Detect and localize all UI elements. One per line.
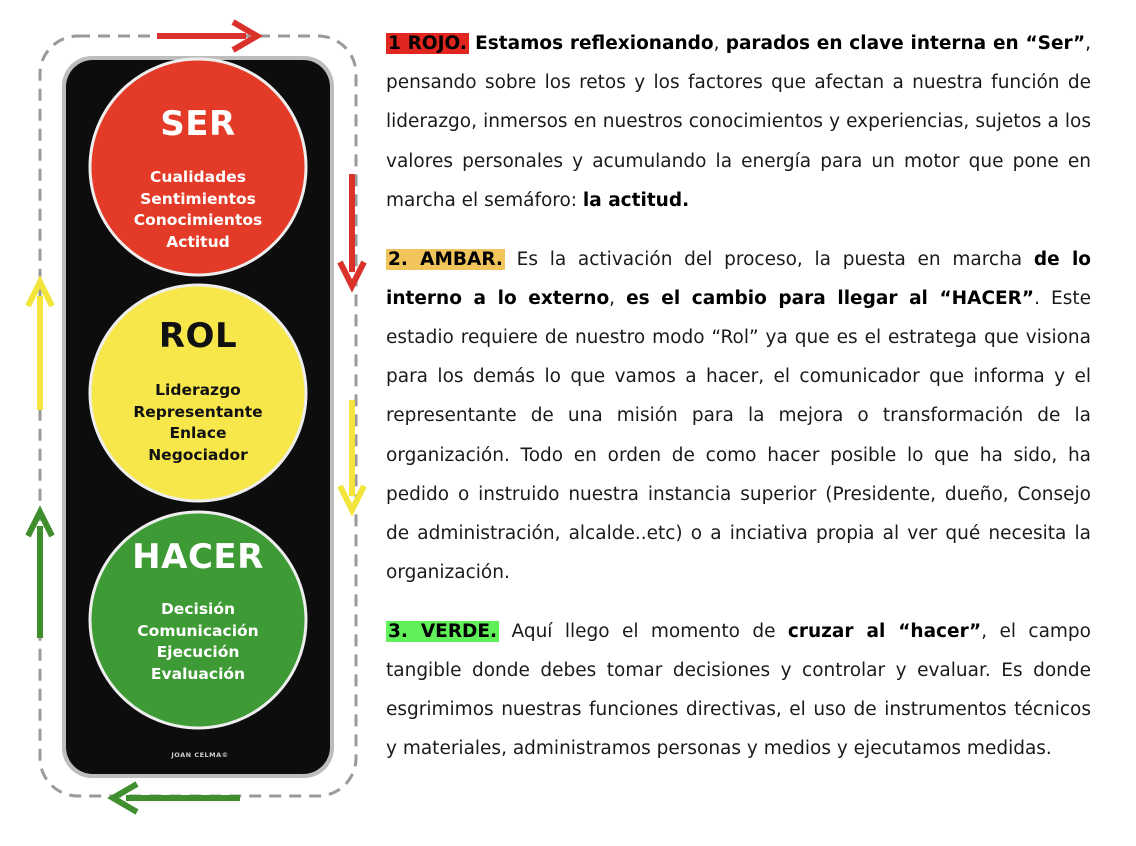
hacer-item: Ejecución [156,643,240,661]
author-signature: JOAN CELMA© [171,751,229,759]
traffic-light-figure [0,0,380,846]
explanation-text [386,24,1091,769]
green-arrow-left-icon [113,784,240,812]
rojo-text-1: , [713,33,726,54]
section-rojo [386,24,1091,220]
ser-item: Actitud [166,232,230,251]
ambar-text-2: , [609,287,627,309]
rojo-text-2: , pensando sobre los retos y los factores que afectan a nuestra función de liderazgo, inmersos en nuestros conocimientos y experiencias, sujetos a los valores personales y acumulando la energía para un motor que pone en marcha el semáforo: [386,33,1092,211]
yellow-arrow-down-icon [340,400,364,510]
verde-text-2: , el campo tangible donde debes tomar decisiones y controlar y evaluar. Es donde esgrimimos nuestras funciones directivas, el uso de instrumentos técnicos y materiales, administramos personas y medios y ejecutamos medidas. [386,620,1091,760]
verde-bold-1: cruzar al “hacer” [787,620,982,642]
ser-title: SER [160,104,236,144]
ser-item: Cualidades [150,168,246,186]
hacer-item: Decisión [160,600,236,618]
red-arrow-right-icon [157,22,257,50]
label-rojo: 1 ROJO. [388,33,467,54]
rojo-bold-2: parados en clave interna en “Ser” [725,33,1086,54]
rol-item: Representante [133,402,263,421]
ambar-bold-2: es el cambio para llegar al “HACER” [626,287,1035,309]
verde-text-1: Aquí llego el momento de [499,620,788,642]
rojo-bold-1: Estamos reflexionando [475,33,714,54]
rol-item: Negociador [148,445,248,464]
ambar-text-1: Es la activación del proceso, la puesta en marcha [504,248,1034,270]
ambar-text-3: . Este estadio requiere de nuestro modo “Rol” ya que es el estratega que visiona para los demás lo que vamos a hacer, el comunicador que informa y el representante de una misión para la mejora o transformación de la organización. Todo en orden de como hacer posible lo que ha sido, ha pedido o instruido nuestra instancia superior (Presidente, dueño, Consejo de administración, alcalde..etc) o a inciativa propia al ver qué necesita la organización. [386,287,1091,584]
rol-items [98,380,298,466]
hacer-items [98,599,298,685]
rol-item: Liderazgo [155,381,241,399]
ser-items [98,167,298,253]
red-arrow-down-icon [340,174,364,286]
rol-title: ROL [158,316,238,356]
label-ambar: 2. AMBAR. [388,248,503,270]
hacer-title: HACER [132,537,264,577]
section-ambar [386,240,1091,593]
green-arrow-up-icon [28,512,52,638]
label-verde: 3. VERDE. [388,620,498,642]
ser-item: Sentimientos [140,189,256,208]
ambar-bold-1: de lo interno a lo externo [386,248,1091,309]
section-verde [386,612,1091,769]
rol-item: Enlace [169,424,227,442]
ser-item: Conocimientos [133,211,263,229]
yellow-arrow-up-icon [28,282,52,410]
rojo-bold-3: la actitud. [582,189,690,211]
hacer-item: Evaluación [150,664,246,683]
hacer-item: Comunicación [137,621,259,640]
